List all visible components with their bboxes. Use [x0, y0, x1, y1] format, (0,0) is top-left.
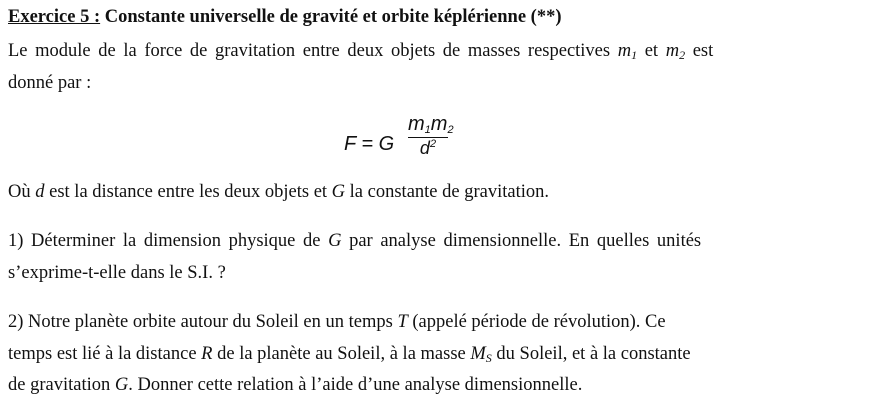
def-c: la constante de gravitation. [345, 182, 549, 202]
exercise-number: Exercice 5 : [8, 7, 101, 27]
q2-T: T [397, 312, 408, 332]
formula-denominator [408, 138, 448, 159]
intro-and: et [637, 41, 666, 61]
question-2-line-3 [8, 374, 582, 396]
q2-f: de gravitation [8, 375, 115, 395]
intro-est: est [685, 41, 714, 61]
den-exponent: 2 [429, 138, 437, 150]
q2-g: . Donner cette relation à l’aide d’une analyse dimensionnelle. [128, 375, 583, 395]
q2-R: R [201, 344, 213, 364]
question-2-line-1 [8, 311, 666, 333]
definition-line [8, 181, 549, 203]
intro-line-1 [8, 40, 713, 66]
intro-text: Le module de la force de gravitation entre deux objets de masses respectives [8, 41, 618, 61]
def-b: est la distance entre les deux objets et [44, 182, 332, 202]
def-d: d [35, 182, 45, 202]
mass-index-2: 2 [679, 48, 686, 62]
mass-symbol-1: m [617, 41, 632, 61]
intro-line-2: donné par : [8, 73, 92, 93]
formula-lhs: F = G [344, 133, 395, 155]
num-m1: m [408, 113, 425, 135]
q2-d: de la planète au Soleil, à la masse [212, 344, 471, 364]
q1-b: par analyse dimensionnelle. En quelles unités [341, 231, 702, 251]
formula-fraction [408, 113, 454, 159]
q2-e: du Soleil, et à la constante [491, 344, 691, 364]
q2-M-sub: S [485, 351, 492, 365]
num-m2: m [430, 113, 448, 135]
def-G: G [331, 182, 346, 202]
def-a: Où [8, 182, 36, 202]
exercise-title [8, 6, 562, 28]
q2-G: G [114, 375, 129, 395]
q1-a: 1) Déterminer la dimension physique de [8, 231, 329, 251]
question-1-line-1 [8, 230, 701, 252]
question-2-line-2 [8, 343, 691, 369]
den-d: d [419, 138, 430, 158]
mass-symbol-2: m [665, 41, 680, 61]
q2-c: temps est lié à la distance [8, 344, 202, 364]
q2-b: (appelé période de révolution). Ce [407, 312, 666, 332]
question-1-line-2: s’exprime-t-elle dans le S.I. ? [8, 263, 226, 283]
num-sub1: 1 [424, 124, 431, 136]
mass-index-1: 1 [631, 48, 638, 62]
q2-M: M [470, 344, 486, 364]
num-sub2: 2 [447, 124, 454, 136]
formula-numerator [408, 113, 454, 136]
q2-a: 2) Notre planète orbite autour du Soleil en un temps [8, 312, 398, 332]
q1-G: G [328, 231, 342, 251]
exercise-title-text: Constante universelle de gravité et orbite képlérienne (**) [100, 7, 562, 27]
